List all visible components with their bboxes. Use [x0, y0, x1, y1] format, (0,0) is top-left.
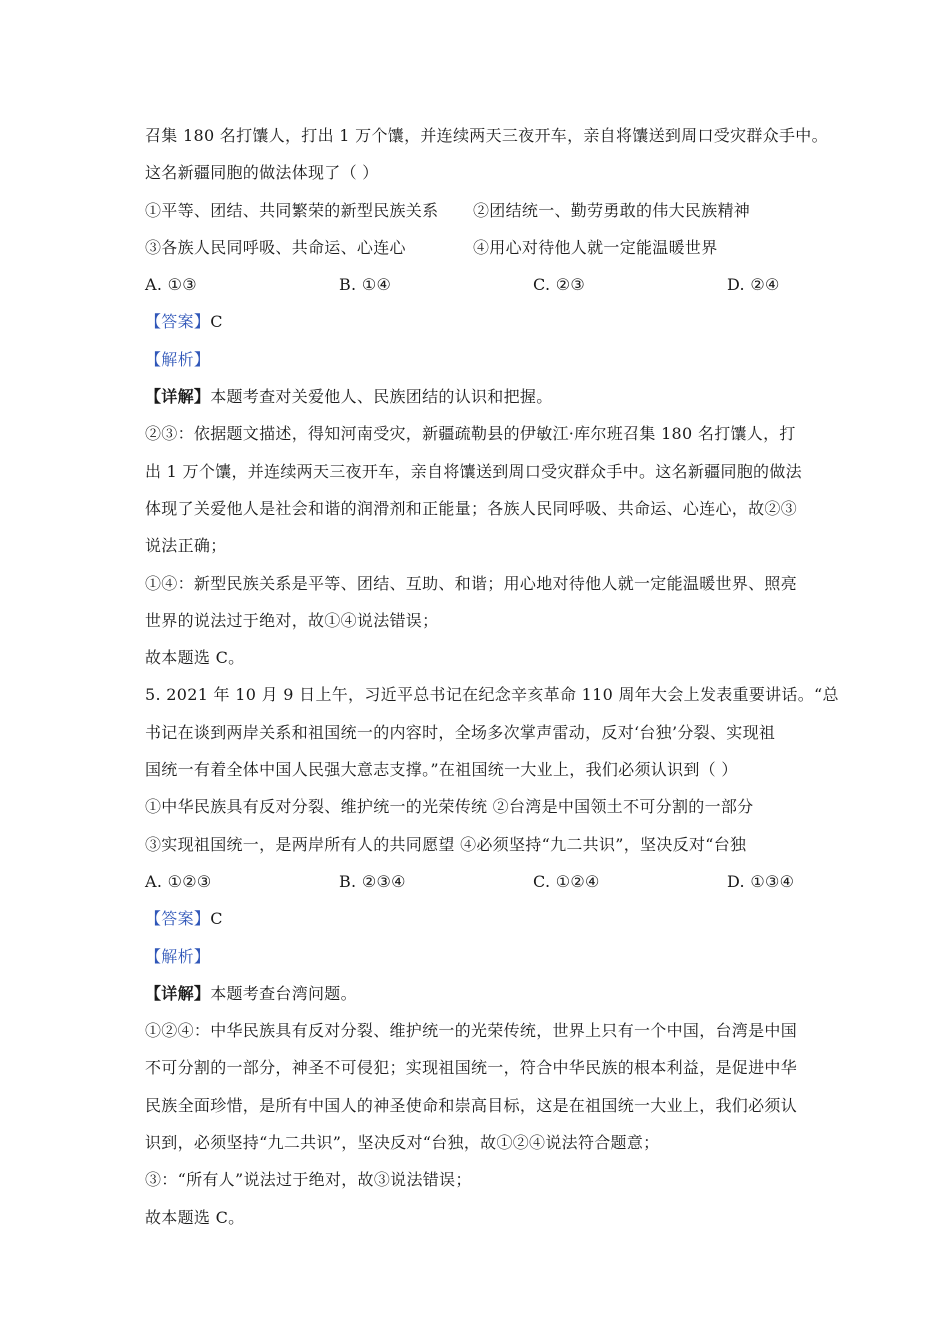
question-stem: 书记在谈到两岸关系和祖国统一的内容时，全场多次掌声雷动，反对‘台独’分裂、实现祖	[145, 722, 776, 742]
detail-line	[145, 975, 815, 1012]
option-a: A. ①②③	[145, 871, 212, 891]
detail-text: ①④：新型民族关系是平等、团结、互助、和谐；用心地对待他人就一定能温暖世界、照亮	[145, 573, 798, 593]
answer-line	[145, 303, 815, 340]
statement-item: ④用心对待他人就一定能温暖世界	[473, 237, 718, 257]
question-stem: 召集 180 名打馕人，打出 1 万个馕，并连续两天三夜开车，亲自将馕送到周口受灾群众手中。	[145, 126, 828, 145]
detail-tag: 【详解】	[145, 983, 211, 1003]
analysis-tag: 【解析】	[145, 349, 211, 369]
detail-text: 本题考查对关爱他人、民族团结的认识和把握。	[210, 387, 553, 407]
detail-text: 不可分割的一部分，神圣不可侵犯；实现祖国统一，符合中华民族的根本利益，是促进中华	[145, 1058, 798, 1078]
detail-text: 说法正确；	[145, 536, 227, 556]
question-5	[145, 676, 839, 1235]
statement-item: ①平等、团结、共同繁荣的新型民族关系	[145, 200, 439, 220]
question-stem: 国统一有着全体中国人民强大意志支撑。”在祖国统一大业上，我们必须认识到（ ）	[145, 760, 738, 780]
answer-line	[145, 900, 815, 937]
answer-tag: 【答案】	[145, 909, 211, 929]
detail-text: 故本题选 C。	[145, 1207, 245, 1227]
statement-item: ②团结统一、勤劳勇敢的伟大民族精神	[473, 200, 751, 220]
detail-text: 体现了关爱他人是社会和谐的润滑剂和正能量；各族人民同呼吸、共命运、心连心，故②③	[145, 498, 798, 518]
answer-value: C	[210, 909, 223, 929]
answer-tag: 【答案】	[145, 312, 211, 332]
detail-text: 识到，必须坚持“九二共识”，坚决反对“台独，故①②④说法符合题意；	[145, 1133, 660, 1153]
question-stem: 这名新疆同胞的做法体现了（ ）	[145, 163, 379, 183]
statement-row	[145, 192, 815, 229]
answer-value: C	[210, 312, 223, 332]
detail-text: ③：“所有人”说法过于绝对，故③说法错误；	[145, 1170, 472, 1190]
statement-row	[145, 229, 815, 266]
detail-text: 故本题选 C。	[145, 648, 245, 668]
options-row	[145, 863, 815, 900]
option-b: B. ②③④	[339, 871, 406, 891]
detail-text: 世界的说法过于绝对，故①④说法错误；	[145, 610, 439, 630]
statement-row: ①中华民族具有反对分裂、维护统一的光荣传统 ②台湾是中国领土不可分割的一部分	[145, 797, 754, 817]
question-stem: 5. 2021 年 10 月 9 日上午，习近平总书记在纪念辛亥革命 110 周年大会上发表重要讲话。“总	[145, 685, 839, 705]
option-a: A. ①③	[145, 275, 197, 295]
option-b: B. ①④	[339, 275, 392, 295]
option-c: C. ②③	[533, 275, 586, 295]
detail-text: 本题考查台湾问题。	[210, 983, 357, 1003]
document-page	[145, 117, 839, 1236]
detail-text: 出 1 万个馕，并连续两天三夜开车，亲自将馕送到周口受灾群众手中。这名新疆同胞的做法	[145, 461, 802, 481]
options-row	[145, 266, 815, 303]
detail-text: ②③：依据题文描述，得知河南受灾，新疆疏勒县的伊敏江·库尔班召集 180 名打馕人，打	[145, 424, 796, 444]
detail-tag: 【详解】	[145, 387, 211, 407]
option-d: D. ②④	[727, 275, 780, 295]
statement-item: ③各族人民同呼吸、共命运、心连心	[145, 237, 406, 257]
option-d: D. ①③④	[727, 871, 795, 891]
detail-text: 民族全面珍惜，是所有中国人的神圣使命和崇高目标，这是在祖国统一大业上，我们必须认	[145, 1095, 798, 1115]
question-4	[145, 117, 828, 676]
statement-row: ③实现祖国统一，是两岸所有人的共同愿望 ④必须坚持“九二共识”，坚决反对“台独	[145, 834, 747, 854]
detail-text: ①②④：中华民族具有反对分裂、维护统一的光荣传统，世界上只有一个中国，台湾是中国	[145, 1021, 798, 1041]
detail-line	[145, 378, 815, 415]
option-c: C. ①②④	[533, 871, 600, 891]
analysis-tag: 【解析】	[145, 946, 211, 966]
